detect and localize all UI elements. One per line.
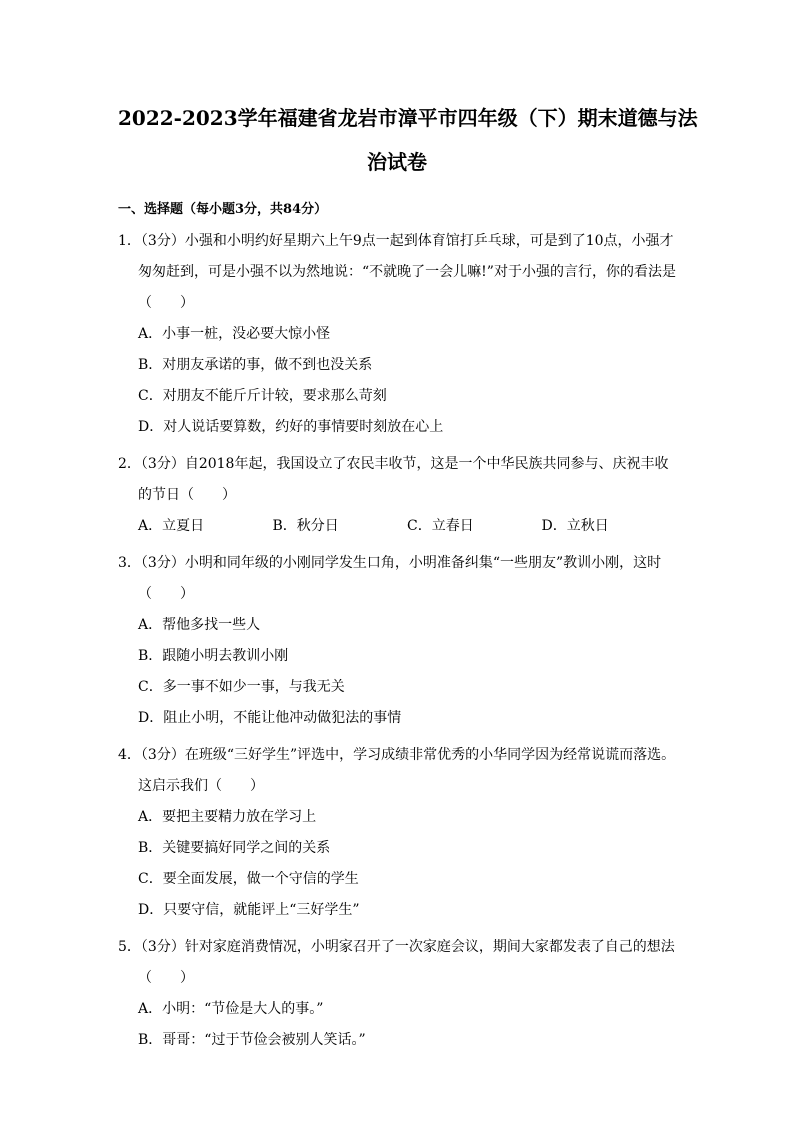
question-3 bbox=[118, 548, 676, 734]
option-b: B．关键要搞好同学之间的关系 bbox=[138, 840, 331, 856]
option-a: A．要把主要精力放在学习上 bbox=[138, 809, 317, 825]
option-row bbox=[118, 511, 676, 542]
option-d: D．只要守信，就能评上“三好学生” bbox=[138, 902, 360, 918]
option-a: A．立夏日 bbox=[138, 518, 205, 534]
exam-title-line-2: 治试卷 bbox=[367, 150, 427, 174]
section-heading-choice: 一、选择题（每小题3分，共84分） bbox=[118, 202, 328, 217]
option-c: C．多一事不如少一事，与我无关 bbox=[138, 679, 345, 695]
option-b: B．哥哥：“过于节俭会被别人笑话。” bbox=[138, 1032, 366, 1048]
question-stem: 4．（3分）在班级“三好学生”评选中，学习成绩非常优秀的小华同学因为经常说谎而落选。这启示我们（ ） bbox=[118, 747, 676, 794]
question-stem: 3．（3分）小明和同年级的小刚同学发生口角，小明准备纠集“一些朋友”教训小刚，这时（ ） bbox=[118, 555, 662, 602]
option-d: D．阻止小明，不能让他冲动做犯法的事情 bbox=[138, 710, 402, 726]
option-a: A．小事一桩，没必要大惊小怪 bbox=[138, 326, 331, 342]
question-1 bbox=[118, 226, 676, 443]
option-a: A．小明：“节俭是大人的事。” bbox=[138, 1001, 324, 1017]
option-c: C．对朋友不能斤斤计较，要求那么苛刻 bbox=[138, 388, 387, 404]
exam-title bbox=[118, 96, 698, 184]
option-b: B．秋分日 bbox=[272, 518, 339, 534]
option-b: B．跟随小明去教训小刚 bbox=[138, 648, 289, 664]
option-b: B．对朋友承诺的事，做不到也没关系 bbox=[138, 357, 373, 373]
question-stem: 5．（3分）针对家庭消费情况，小明家召开了一次家庭会议，期间大家都发表了自己的想法（ ） bbox=[118, 939, 675, 986]
question-stem: 2．（3分）自2018年起，我国设立了农民丰收节，这是一个中华民族共同参与、庆祝丰收的节日（ ） bbox=[118, 456, 669, 503]
question-stem: 1．（3分）小强和小明约好星期六上午9点一起到体育馆打乒乓球，可是到了10点，小强才匆匆赶到，可是小强不以为然地说：“不就晚了一会儿嘛!”对于小强的言行，你的看法是（ ） bbox=[118, 233, 676, 311]
question-5 bbox=[118, 932, 676, 1056]
option-d: D．对人说话要算数，约好的事情要时刻放在心上 bbox=[138, 419, 444, 435]
question-4 bbox=[118, 740, 676, 926]
exam-title-line-1: 2022-2023学年福建省龙岩市漳平市四年级（下）期末道德与法 bbox=[118, 106, 698, 130]
option-c: C．立春日 bbox=[407, 518, 474, 534]
option-c: C．要全面发展，做一个守信的学生 bbox=[138, 871, 359, 887]
question-2 bbox=[118, 449, 676, 542]
option-d: D．立秋日 bbox=[541, 518, 609, 534]
option-a: A．帮他多找一些人 bbox=[138, 617, 261, 633]
